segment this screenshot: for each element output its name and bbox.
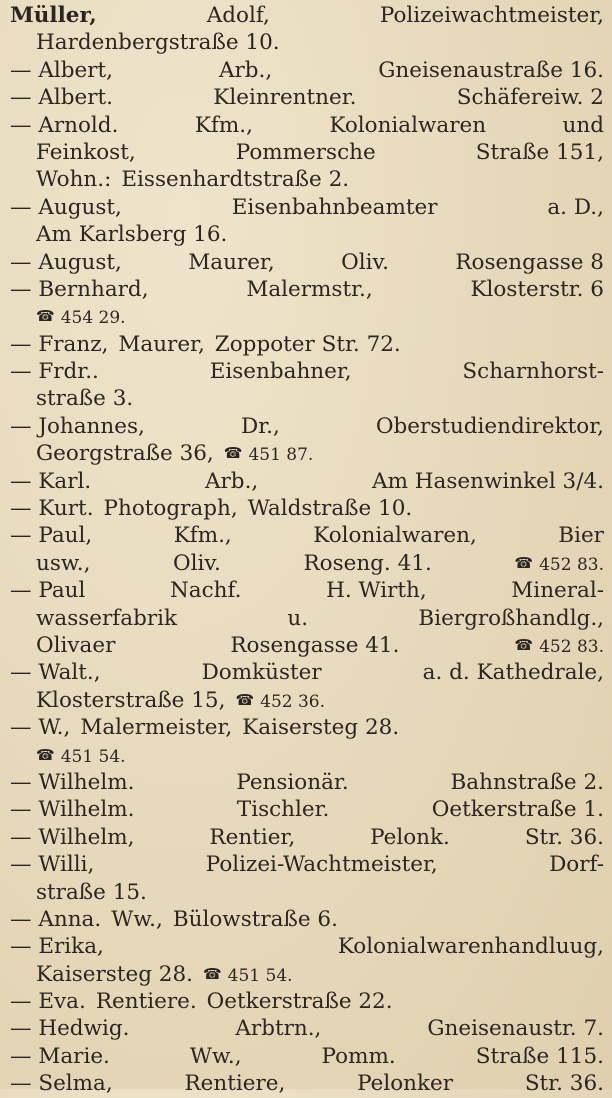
- entry-line: [10, 851, 604, 878]
- entry-line: [10, 933, 604, 960]
- directory-entry: [10, 796, 604, 823]
- entry-continuation-line: [10, 687, 604, 714]
- entry-text: — Karl.: [10, 468, 92, 494]
- entry-text: Pelonk.: [370, 824, 450, 850]
- directory-entry: [10, 358, 604, 413]
- directory-entry: [10, 84, 604, 111]
- entry-line: [10, 824, 604, 851]
- entry-continuation-line: [10, 303, 604, 330]
- directory-entry: [10, 714, 604, 769]
- phone-number: [224, 440, 314, 467]
- entry-text: Domküster: [201, 660, 322, 686]
- directory-entry: [10, 1070, 604, 1097]
- directory-entry: [10, 413, 604, 468]
- entry-text: — Johannes,: [10, 413, 145, 439]
- entry-line: [10, 769, 604, 796]
- entry-text: — Paul,: [10, 523, 93, 549]
- entry-text: Oetkerstraße 1.: [431, 797, 604, 823]
- entry-line: [10, 659, 604, 686]
- entry-text: — Paul: [10, 578, 86, 604]
- entry-line: [10, 495, 604, 522]
- entry-line: [10, 468, 604, 495]
- entry-text: Eissenhardtstraße 2.: [121, 167, 350, 193]
- entry-text: a. D.,: [547, 194, 604, 220]
- entry-text: Pensionär.: [236, 769, 349, 795]
- entry-text: Kfm.,: [173, 523, 232, 549]
- entry-text: wasserfabrik: [36, 605, 178, 631]
- entry-text: — August,: [10, 194, 122, 220]
- entry-text: Rosengasse 8: [455, 249, 604, 275]
- entry-text: — Willi,: [10, 852, 95, 878]
- entry-text: Am Karlsberg 16.: [36, 222, 228, 248]
- phone-number: [36, 742, 126, 769]
- entry-line: [10, 796, 604, 823]
- entry-text: — Albert,: [10, 57, 113, 83]
- entry-text: — Erika,: [10, 934, 104, 960]
- phone-icon: ☎: [514, 635, 534, 654]
- entry-text: usw.,: [36, 550, 91, 576]
- entry-line: [10, 1070, 604, 1097]
- entry-text: Polizeiwachtmeister,: [379, 3, 604, 28]
- phone-number-text: 452 83.: [539, 554, 604, 575]
- entry-text: — Selma,: [10, 1071, 113, 1097]
- directory-entry: [10, 57, 604, 84]
- entry-text: — Albert.: [10, 85, 113, 111]
- entry-text: Arb.,: [205, 468, 259, 494]
- entry-text: Kolonialwaren,: [313, 523, 477, 549]
- entry-line: [10, 57, 604, 84]
- entry-text: Tischler.: [236, 797, 330, 823]
- directory-entry: [10, 988, 604, 1015]
- entry-text: Gneisenaustraße 16.: [378, 57, 604, 83]
- entry-text: Olivaer: [36, 632, 116, 658]
- phone-number-text: 454 29.: [60, 308, 126, 329]
- phone-number: [235, 687, 325, 714]
- entry-line: [10, 358, 604, 385]
- entry-text: — W.,: [10, 715, 71, 741]
- entry-line: [10, 84, 604, 111]
- directory-entry: [10, 194, 604, 249]
- entry-text: a. d. Kathedrale,: [422, 660, 604, 686]
- entry-line: [10, 276, 604, 303]
- entry-text: Adolf,: [206, 3, 270, 28]
- entry-line: [10, 988, 604, 1015]
- entry-text: Feinkost,: [36, 139, 136, 165]
- entry-text: Dorf-: [549, 852, 604, 878]
- entry-text: — Walt.,: [10, 660, 101, 686]
- directory-entry: [10, 769, 604, 796]
- entry-text: — Anna.: [10, 906, 102, 932]
- entry-text: Roseng. 41.: [303, 550, 432, 576]
- entry-text: Zoppoter Str. 72.: [214, 331, 401, 357]
- entry-text: Bier: [558, 523, 604, 549]
- directory-entry: [10, 1043, 604, 1070]
- entry-text: Photograph,: [103, 496, 238, 522]
- entry-text: Nachf.: [169, 578, 242, 604]
- entry-continuation-line: [10, 221, 604, 248]
- entry-text: — Frdr..: [10, 359, 99, 385]
- entry-text: Bülowstraße 6.: [172, 906, 338, 932]
- entry-text: Biergroßhandlg.,: [418, 605, 604, 631]
- entry-text: Kleinrentner.: [213, 85, 357, 111]
- entry-text: H. Wirth,: [326, 578, 427, 604]
- entry-text: Malermstr.,: [246, 276, 373, 302]
- entry-text: — Kurt.: [10, 496, 94, 522]
- phone-icon: ☎: [36, 307, 55, 326]
- entry-text: straße 15.: [36, 879, 147, 905]
- directory-entry: [10, 577, 604, 659]
- phone-number-text: 451 54.: [60, 746, 126, 767]
- entry-text: Dr.,: [240, 413, 280, 439]
- entry-text: Klosterstr. 6: [470, 276, 604, 302]
- entry-continuation-line: [10, 632, 604, 659]
- entry-line: [10, 249, 604, 276]
- phone-number: [514, 550, 604, 577]
- entry-text: — Wilhelm.: [10, 797, 135, 823]
- entry-text: Bahnstraße 2.: [450, 769, 604, 795]
- entry-text: Oliv.: [173, 550, 221, 576]
- entry-text: Am Hasenwinkel 3/4.: [372, 468, 604, 494]
- entry-text: — Franz,: [10, 331, 109, 357]
- entry-continuation-line: [10, 29, 604, 56]
- entry-text: Ww.,: [111, 906, 163, 932]
- directory-entry: [10, 468, 604, 495]
- phone-number-text: 452 83.: [539, 636, 604, 657]
- entry-text: Gneisenaustr. 7.: [427, 1016, 604, 1042]
- entry-text: u.: [287, 605, 309, 631]
- entry-text: — Wilhelm,: [10, 824, 135, 850]
- entry-text: Straße 115.: [475, 1043, 604, 1069]
- entry-text: Kolonialwaren: [329, 112, 487, 138]
- entry-text: Waldstraße 10.: [247, 496, 413, 522]
- entry-text: Rentiere,: [184, 1071, 286, 1097]
- entry-continuation-line: [10, 742, 604, 769]
- entry-line: [10, 413, 604, 440]
- entry-text: Kolonialwarenhandluug,: [337, 934, 604, 960]
- directory-entry: [10, 933, 604, 988]
- entry-text: Oberstudiendirektor,: [375, 413, 604, 439]
- phone-icon: ☎: [223, 444, 243, 463]
- phone-icon: ☎: [235, 690, 255, 709]
- entry-text: Oliv.: [341, 249, 389, 275]
- entry-text: Kfm.,: [194, 112, 253, 138]
- directory-entry: [10, 331, 604, 358]
- directory-entry: [10, 276, 604, 331]
- entry-text: Eisenbahner,: [209, 359, 352, 385]
- entry-text: Polizei-Wachtmeister,: [205, 852, 438, 878]
- directory-entry: [10, 249, 604, 276]
- phone-icon: ☎: [514, 553, 534, 572]
- entry-text: — Wilhelm.: [10, 769, 135, 795]
- entry-text: Str. 36.: [524, 824, 604, 850]
- entry-continuation-line: [10, 166, 604, 193]
- entry-text: — Marie.: [10, 1043, 110, 1069]
- entry-text: straße 3.: [36, 386, 134, 412]
- entry-text: Rosengasse 41.: [230, 632, 400, 658]
- phone-number-text: 451 87.: [248, 445, 314, 466]
- entry-text: Pomm.: [321, 1043, 396, 1069]
- entry-text: — Arnold.: [10, 112, 119, 138]
- directory-entry: [10, 495, 604, 522]
- entry-continuation-line: [10, 385, 604, 412]
- entry-text: Eisenbahnbeamter: [231, 194, 438, 220]
- entry-continuation-line: [10, 879, 604, 906]
- phone-number: [36, 303, 126, 330]
- entry-text: Georgstraße 36,: [36, 441, 214, 467]
- entry-text: Mineral-: [511, 578, 604, 604]
- directory-entry: [10, 2, 604, 57]
- entry-text: — Bernhard,: [10, 276, 149, 302]
- entry-line: [10, 1043, 604, 1070]
- entry-text: Str. 36.: [524, 1071, 604, 1097]
- entry-text: Pommersche: [235, 139, 376, 165]
- entry-text: Malermeister,: [80, 715, 233, 741]
- entry-text: Klosterstraße 15,: [36, 687, 226, 713]
- entry-text: Wohn.:: [36, 167, 112, 193]
- directory-entry: [10, 851, 604, 906]
- entry-text: Oetkerstraße 22.: [206, 989, 393, 1015]
- entry-continuation-line: [10, 550, 604, 577]
- phone-number: [203, 961, 293, 988]
- surname: Müller,: [10, 3, 97, 28]
- phone-number: [514, 632, 604, 659]
- entry-text: Rentier,: [209, 824, 296, 850]
- entry-text: — Eva.: [10, 989, 86, 1015]
- directory-entry: [10, 1015, 604, 1042]
- entry-line: [10, 906, 604, 933]
- entry-text: Rentiere.: [95, 989, 197, 1015]
- entry-continuation-line: [10, 139, 604, 166]
- entry-text: Maurer,: [118, 331, 205, 357]
- entry-text: Straße 151,: [475, 139, 604, 165]
- entry-text: Maurer,: [188, 249, 275, 275]
- entry-line: [10, 714, 604, 741]
- directory-entry: [10, 522, 604, 577]
- entry-text: Schäfereiw. 2: [456, 85, 604, 111]
- entry-continuation-line: [10, 440, 604, 467]
- entry-line: [10, 194, 604, 221]
- entry-line: [10, 112, 604, 139]
- phone-icon: ☎: [36, 745, 55, 764]
- entry-text: und: [562, 112, 604, 138]
- entry-text: Pelonker: [357, 1071, 454, 1097]
- entry-line: [10, 577, 604, 604]
- entry-continuation-line: [10, 605, 604, 632]
- directory-entry: [10, 112, 604, 194]
- entry-text: — August,: [10, 249, 122, 275]
- entry-text: Hardenbergstraße 10.: [36, 30, 280, 56]
- directory-entry: [10, 906, 604, 933]
- entry-text: — Hedwig.: [10, 1016, 130, 1042]
- entry-text: Kaisersteg 28.: [36, 961, 193, 987]
- phone-icon: ☎: [202, 964, 222, 983]
- entry-text: Arb.,: [218, 57, 273, 83]
- entry-text: Ww.,: [189, 1043, 242, 1069]
- phone-number-text: 451 54.: [227, 965, 293, 986]
- entry-line: [10, 331, 604, 358]
- directory-entry: [10, 659, 604, 714]
- entry-line: [10, 2, 604, 29]
- entry-text: Arbtrn.,: [235, 1016, 322, 1042]
- entry-text: Kaisersteg 28.: [242, 715, 400, 741]
- entry-text: Scharnhorst-: [462, 359, 604, 385]
- phone-number-text: 452 36.: [260, 691, 326, 712]
- entry-line: [10, 522, 604, 549]
- directory-entry: [10, 824, 604, 851]
- entry-continuation-line: [10, 961, 604, 988]
- entry-line: [10, 1015, 604, 1042]
